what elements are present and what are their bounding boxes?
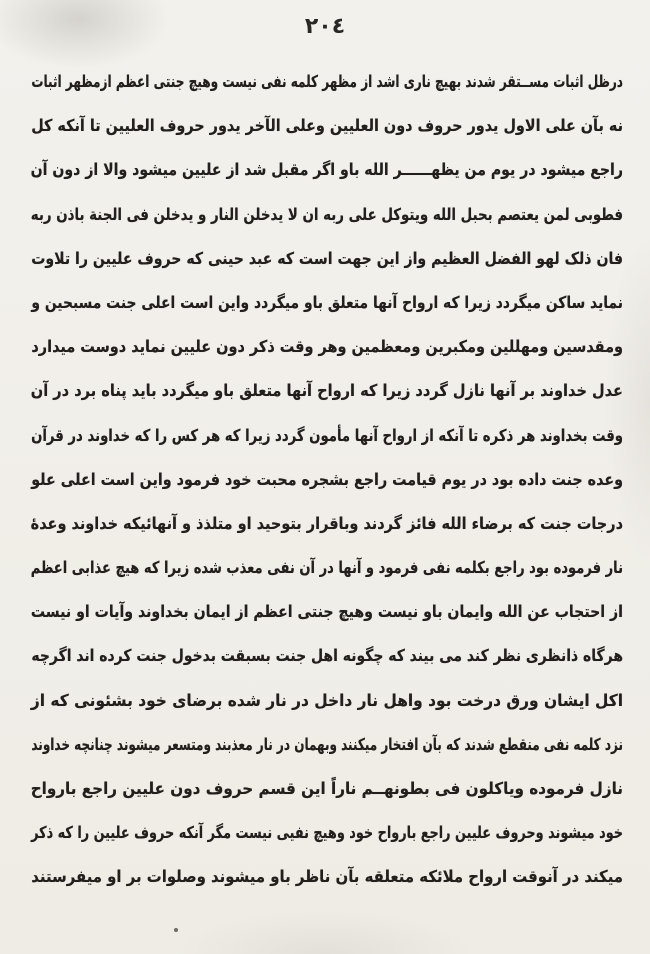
manuscript-line: درجات جنت که برضاء الله فائز گردند وباقرار بتوحید او متلذذ و آنهائیکه خداوند وعدهٔ [30, 513, 623, 533]
ink-speck [174, 928, 178, 932]
manuscript-text-block [31, 60, 623, 900]
manuscript-line: نه بآن علی الاول یدور حروف دون العلیین وعلی الآخر یدور حروف العلیین تا آنکه کل [31, 116, 624, 136]
manuscript-line: ومقدسین ومهللین ومکبرین ومعظمین وهر وقت ذکر دون علیین نماید دوست میدارد [31, 337, 624, 357]
manuscript-line: میکند در آنوقت ارواح ملائکه متعلقه بآن ناظر باو میشوند وصلوات بر او میفرستند [31, 867, 623, 887]
manuscript-line: از احتجاب عن الله وایمان باو نیست وهیچ جنتی اعظم از ایمان بخداوند وآیات او نیست [30, 602, 623, 622]
manuscript-line: وعده جنت داده بود در یوم قیامت راجع بشجره محبت خود فرمود واین است اعلی علو [31, 469, 624, 489]
manuscript-line: فطوبی لمن یعتصم بحبل الله ویتوکل علی ربه ان لا یدخلن النار و یدخلن فی الجنة باذن ربه [30, 204, 623, 224]
manuscript-line: خود میشوند وحروف علیین راجع بارواح خود وهیچ نفیی نیست مگر آنکه حروف علیین را که ذکر [31, 823, 623, 843]
manuscript-line: وقت بخداوند هر ذکره تا آنکه از ارواح آنها مأمون گردد زیرا که هر کس را که خداوند در قرآن [31, 425, 623, 445]
page-number: ٢٠٤ [304, 14, 346, 39]
manuscript-line: درظل اثبات مســتقر شدند بهیچ ناری اشد از مظهر کلمه نفی نیست وهیچ جنتی اعظم ازمظهر اثبات [31, 72, 624, 91]
manuscript-line: نزد کلمه نفی منقطع شدند که بآن افتخار میکنند وبهمان در نار معذبند ومتسعر میشوند چنانچه خداوند [31, 734, 623, 754]
manuscript-line: فان ذلک لهو الفضل العظیم واز این جهت است که عبد حینی که حروف علیین را تلاوت [31, 248, 623, 268]
manuscript-line: عدل خداوند بر آنها نازل گردد زیرا که ارواح آنها متعلق باو میگردد باید پناه برد در آن [30, 381, 624, 401]
manuscript-line: نماید ساکن میگردد زیرا که ارواح آنها متعلق باو میگردد واین است اعلی جنت مسبحین و [31, 292, 623, 312]
manuscript-line: راجع میشود در یوم من یظهــــــر الله باو اگر مقبل شد از علیین میشود والا از دون آن [30, 160, 623, 180]
manuscript-line: هرگاه ذانظری نظر کند می بیند که چگونه اهل جنت بسبقت بدخول جنت کرده اند اگرچه [31, 646, 623, 666]
manuscript-line: اکل ایشان ورق درخت بود واهل نار داخل در نار شده برضای خود بشئونی که از [30, 690, 624, 710]
manuscript-line: نازل فرموده ویاکلون فی بطونهــم ناراً این قسم حروف دون علیین راجع بارواح [30, 779, 624, 798]
manuscript-line: نار فرموده بود راجع بکلمه نفی فرمود و آنها در آن نفی معذب شده زیرا که هیچ عذابی اعظم [30, 558, 624, 578]
